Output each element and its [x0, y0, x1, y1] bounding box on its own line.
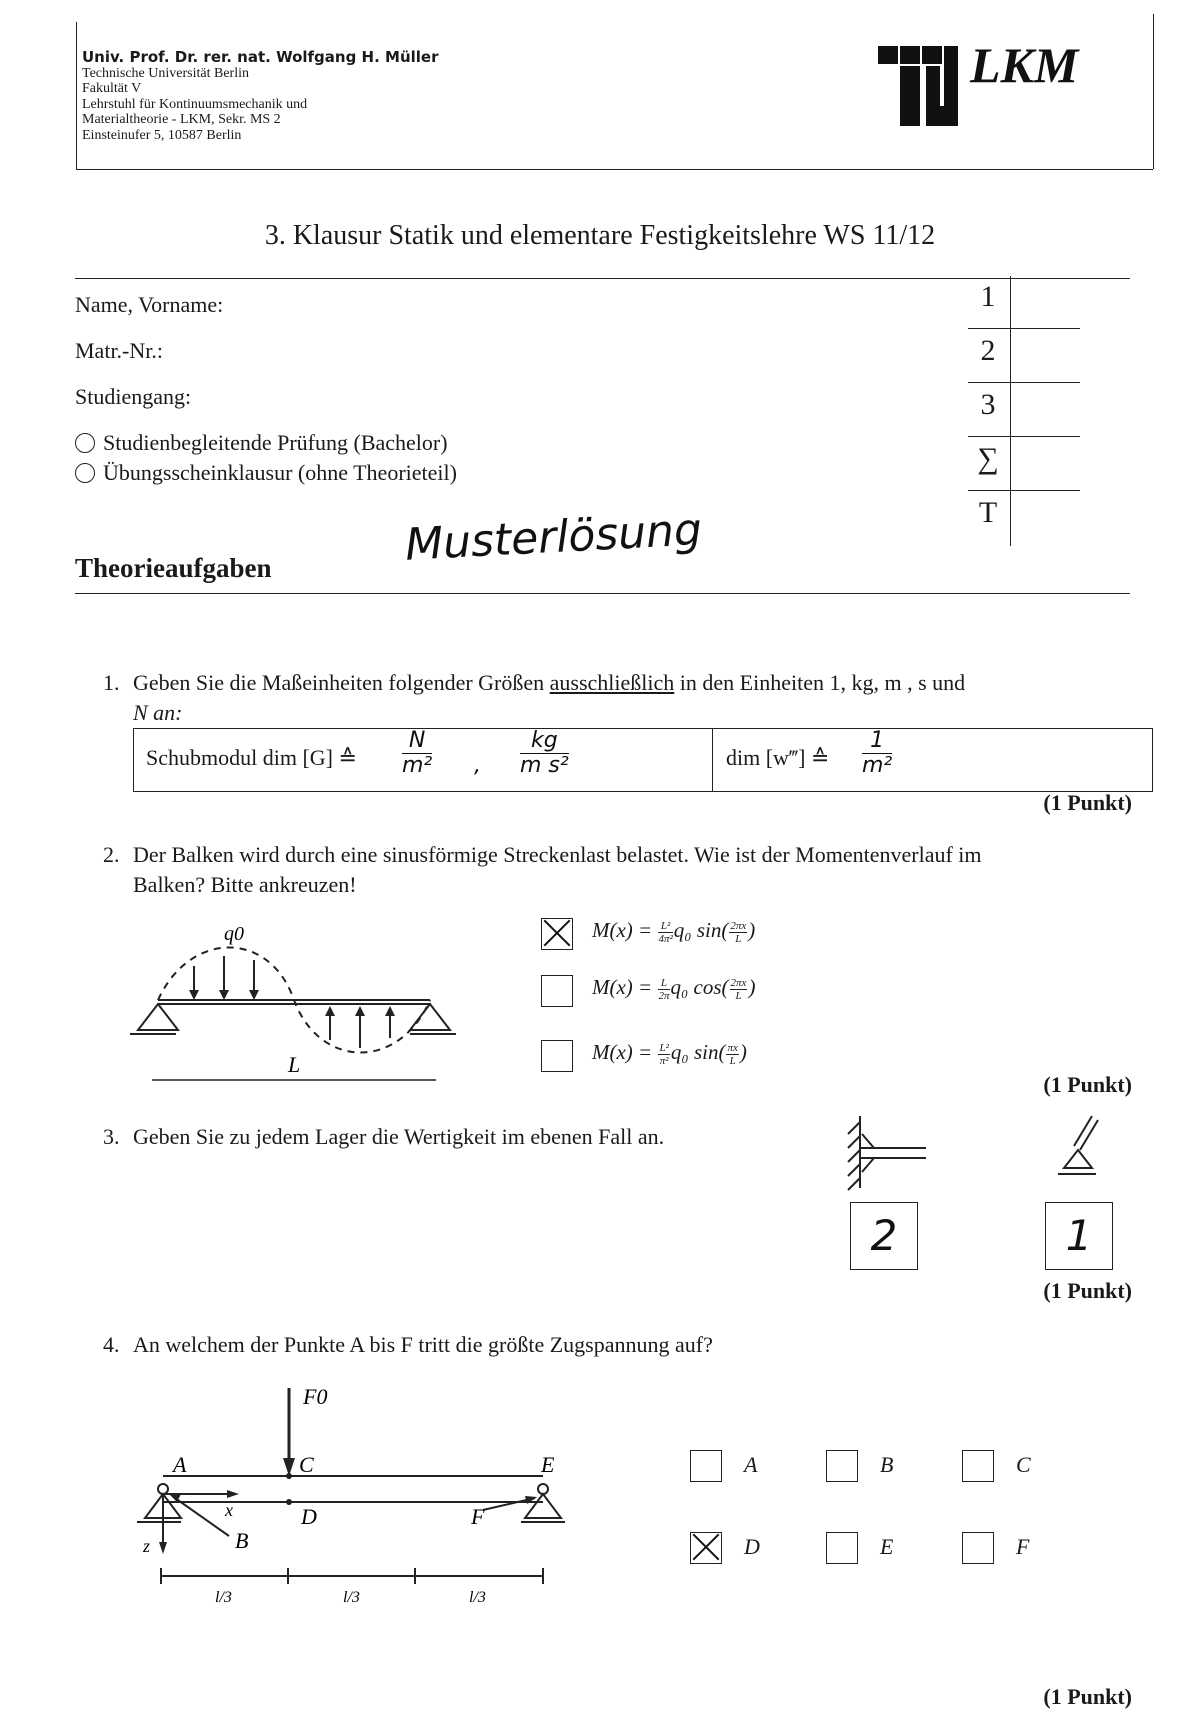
radio-bachelor[interactable] [75, 433, 95, 453]
question-text: Geben Sie die Maßeinheiten folgender Größen [133, 670, 545, 695]
answer-numerator: kg [520, 729, 569, 754]
checkbox-point-f[interactable] [962, 1532, 994, 1564]
question-text: N an: [133, 700, 183, 725]
question-text: Geben Sie zu jedem Lager die Wertigkeit im ebenen Fall an. [133, 1124, 665, 1149]
option-bachelor[interactable] [75, 430, 448, 456]
institution-address [82, 50, 438, 143]
checkbox-point-c[interactable] [962, 1450, 994, 1482]
score-label-3: 3 [980, 388, 996, 421]
radio-uebungsschein[interactable] [75, 463, 95, 483]
address-line: Fakultät V [82, 81, 142, 96]
points-label: (1 Punkt) [1043, 790, 1132, 815]
question-emphasis: ausschließlich [549, 670, 675, 695]
support-value-box-1[interactable]: 2 [850, 1202, 918, 1270]
load-label: q0 [224, 923, 244, 945]
divider [75, 278, 1130, 279]
point-label-f: F [471, 1504, 485, 1529]
question-text: in den Einheiten 1, kg, m , s und [679, 670, 966, 695]
answer-denominator: m s² [520, 753, 569, 778]
matr-field-label: Matr.-Nr.: [75, 338, 163, 363]
option-uebungsschein[interactable] [75, 460, 457, 486]
answer-fraction [402, 729, 432, 778]
moment-option-2: M(x) = $\frac{L}{2\pi}$ q₀ cos( $\frac{2\pi x}{L}$ ) [592, 975, 756, 1002]
score-label-sum: ∑ [977, 442, 999, 475]
unit-answer-table [133, 728, 1153, 792]
lkm-text: LKM [970, 38, 1079, 93]
checkbox-point-b[interactable] [826, 1450, 858, 1482]
support-value-box-2[interactable]: 1 [1045, 1202, 1113, 1270]
answer-fraction [520, 729, 569, 778]
points-label: (1 Punkt) [1043, 1072, 1132, 1097]
answer-numerator: N [402, 729, 432, 754]
force-label: F0 [303, 1384, 328, 1409]
checkbox-moment-option-1[interactable] [541, 918, 573, 950]
checkbox-point-e[interactable] [826, 1532, 858, 1564]
axis-z-label: z [143, 1536, 151, 1556]
dimension-label: l/3 [343, 1589, 360, 1606]
point-label-d: D [301, 1504, 317, 1529]
question-number: 1. [103, 670, 120, 695]
option-label-d: D [744, 1534, 760, 1559]
handwritten-title: Musterlösung [403, 504, 704, 571]
fixed-clamp-support-icon [840, 1112, 940, 1192]
score-label-t: T [978, 496, 998, 529]
address-line: Lehrstuhl für Kontinuumsmechanik und [82, 96, 308, 112]
checkbox-moment-option-3[interactable] [541, 1040, 573, 1072]
name-field-label: Name, Vorname: [75, 292, 224, 317]
address-line: Materialtheorie - LKM, Sekr. MS 2 [82, 112, 281, 127]
option-uebungsschein-label: Übungsscheinklausur (ohne Theorieteil) [103, 460, 457, 485]
option-label-f: F [1016, 1534, 1030, 1559]
dimension-label: l/3 [215, 1589, 232, 1606]
studiengang-label: Studiengang: [75, 384, 192, 409]
answer-denominator: m² [402, 753, 433, 778]
dimension-label: l/3 [469, 1589, 486, 1606]
option-label-e: E [880, 1534, 894, 1559]
score-label-1: 1 [980, 280, 996, 313]
point-label-c: C [299, 1452, 314, 1477]
point-label-a: A [173, 1452, 187, 1477]
address-line: Einsteinufer 5, 10587 Berlin [82, 127, 242, 143]
answer-denominator: m² [862, 753, 893, 778]
question-number: 3. [103, 1124, 120, 1149]
points-label: (1 Punkt) [1043, 1278, 1132, 1303]
length-label: L [288, 1052, 301, 1077]
checkbox-point-d[interactable] [690, 1532, 722, 1564]
option-bachelor-label: Studienbegleitende Prüfung (Bachelor) [103, 430, 448, 455]
question-text: Der Balken wird durch eine sinusförmige Streckenlast belastet. Wie ist der Momentenverlauf im [133, 842, 982, 867]
address-line: Technische Universität Berlin [82, 65, 249, 81]
address-line: Univ. Prof. Dr. rer. nat. Wolfgang H. Müller [82, 48, 439, 66]
axis-x-label: x [225, 1500, 233, 1520]
answer-numerator: 1 [862, 729, 892, 754]
option-label-a: A [744, 1452, 758, 1477]
answer-separator: , [474, 753, 481, 778]
answer-fraction [862, 729, 892, 778]
shear-modulus-label: Schubmodul dim [G] ≙ [146, 745, 357, 770]
sinusoidal-load-beam-diagram [120, 920, 470, 1095]
moment-option-1: M(x) = $\frac{\text{L²}}{\text{4π²}}$ q₀ sin( $\frac{2\pi x}{L}$ ) [592, 918, 756, 945]
question-number: 4. [103, 1332, 120, 1357]
option-label-b: B [880, 1452, 894, 1477]
exam-title: 3. Klausur Statik und elementare Festigkeitslehre WS 11/12 [264, 220, 936, 251]
question-text: An welchem der Punkte A bis F tritt die größte Zugspannung auf? [133, 1332, 713, 1357]
w-derivative-label: dim [w‴] ≙ [726, 745, 830, 770]
point-label-e: E [541, 1452, 555, 1477]
section-title: Theorieaufgaben [75, 553, 272, 583]
point-load-beam-diagram [125, 1380, 585, 1610]
tu-lkm-logo [878, 38, 1140, 130]
question-text: Balken? Bitte ankreuzen! [133, 872, 357, 897]
point-label-b: B [235, 1528, 249, 1553]
question-number: 2. [103, 842, 120, 867]
divider [75, 593, 1130, 594]
points-label: (1 Punkt) [1043, 1684, 1132, 1709]
checkbox-point-a[interactable] [690, 1450, 722, 1482]
checkbox-moment-option-2[interactable] [541, 975, 573, 1007]
pinned-roller-support-icon [1044, 1112, 1114, 1182]
moment-option-3: M(x) = $\frac{\text{L²}}{\text{π²}}$ q₀ sin( $\frac{\pi x}{L}$ ) [592, 1040, 747, 1067]
score-label-2: 2 [980, 334, 996, 367]
option-label-c: C [1016, 1452, 1031, 1477]
